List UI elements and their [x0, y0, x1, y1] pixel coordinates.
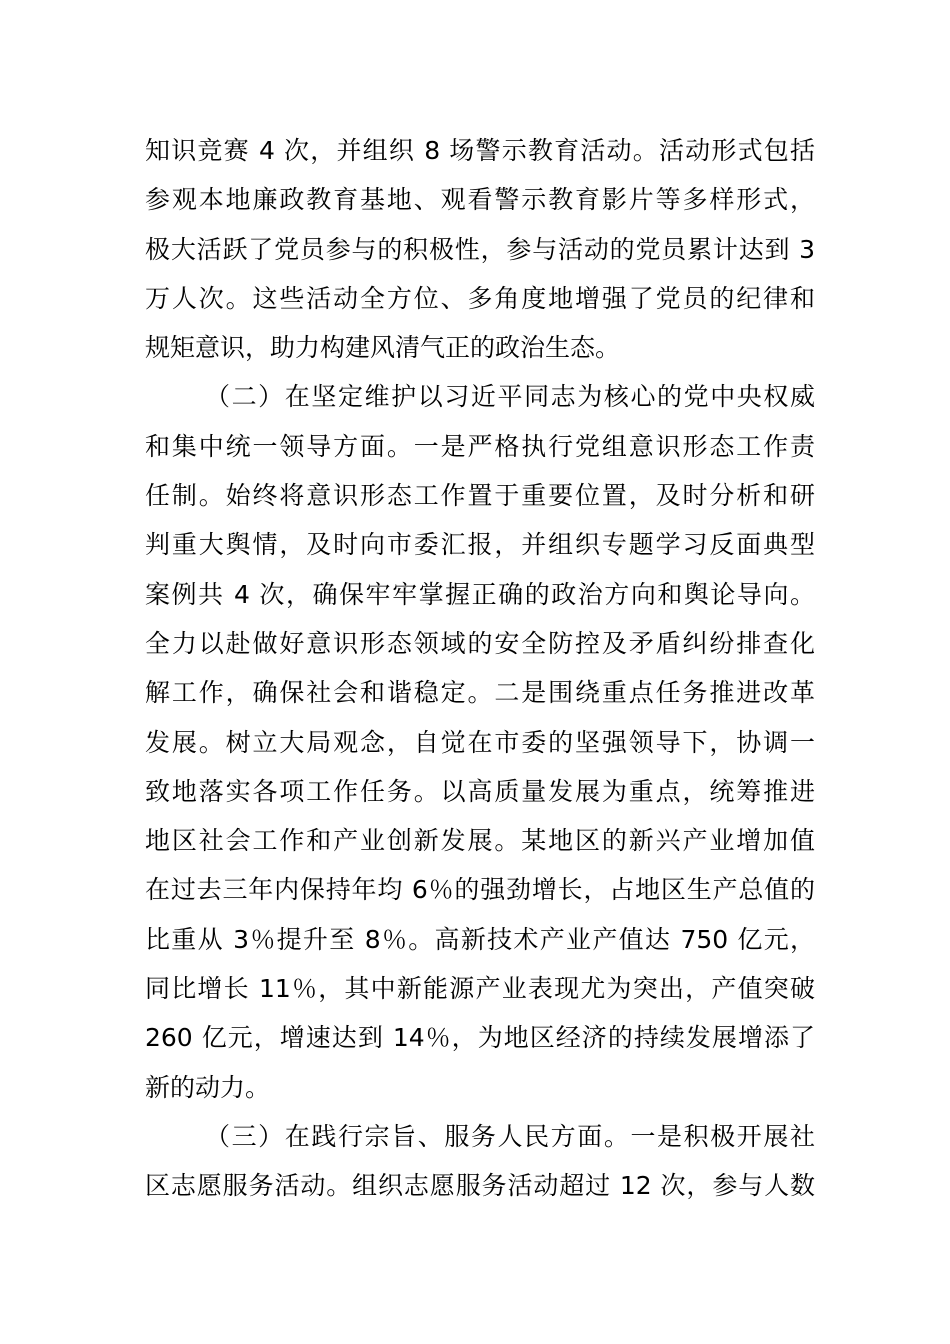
- text-line: 参观本地廉政教育基地、观看警示教育影片等多样形式，: [145, 185, 815, 215]
- text-line: 万人次。这些活动全方位、多角度地增强了党员的纪律和: [145, 283, 815, 313]
- text-line: 致地落实各项工作任务。以高质量发展为重点，统筹推进: [145, 776, 815, 806]
- text-line: 任制。始终将意识形态工作置于重要位置，及时分析和研: [145, 481, 815, 511]
- text-line: 知识竞赛 4 次，并组织 8 场警示教育活动。活动形式包括: [145, 136, 815, 165]
- document-body: [145, 126, 815, 1211]
- text-line: 地区社会工作和产业创新发展。某地区的新兴产业增加值: [145, 826, 815, 856]
- text-line: 新的动力。: [145, 1072, 271, 1102]
- text-line: 在过去三年内保持年均 6％的强劲增长，占地区生产总值的: [145, 875, 815, 905]
- text-line: 发展。树立大局观念，自觉在市委的坚强领导下，协调一: [145, 727, 815, 757]
- text-line: 判重大舆情，及时向市委汇报，并组织专题学习反面典型: [145, 530, 815, 560]
- text-line: （三）在践行宗旨、服务人民方面。一是积极开展社: [205, 1121, 815, 1151]
- text-line: 和集中统一领导方面。一是严格执行党组意识形态工作责: [145, 431, 815, 461]
- text-line: 解工作，确保社会和谐稳定。二是围绕重点任务推进改革: [145, 678, 815, 708]
- text-line: 规矩意识，助力构建风清气正的政治生态。: [145, 333, 621, 363]
- paragraph-3: [145, 1112, 815, 1211]
- text-line: 比重从 3％提升至 8％。高新技术产业产值达 750 亿元，: [145, 924, 815, 954]
- text-line: 极大活跃了党员参与的积极性，参与活动的党员累计达到 3: [145, 234, 815, 264]
- paragraph-1: [145, 126, 815, 372]
- text-line: 260 亿元，增速达到 14％，为地区经济的持续发展增添了: [145, 1023, 815, 1053]
- paragraph-2: [145, 372, 815, 1111]
- text-line: 区志愿服务活动。组织志愿服务活动超过 12 次，参与人数: [145, 1171, 815, 1201]
- text-line: （二）在坚定维护以习近平同志为核心的党中央权威: [205, 382, 815, 412]
- text-line: 全力以赴做好意识形态领域的安全防控及矛盾纠纷排查化: [145, 628, 815, 658]
- text-line: 案例共 4 次，确保牢牢掌握正确的政治方向和舆论导向。: [145, 579, 815, 609]
- text-line: 同比增长 11％，其中新能源产业表现尤为突出，产值突破: [145, 974, 815, 1004]
